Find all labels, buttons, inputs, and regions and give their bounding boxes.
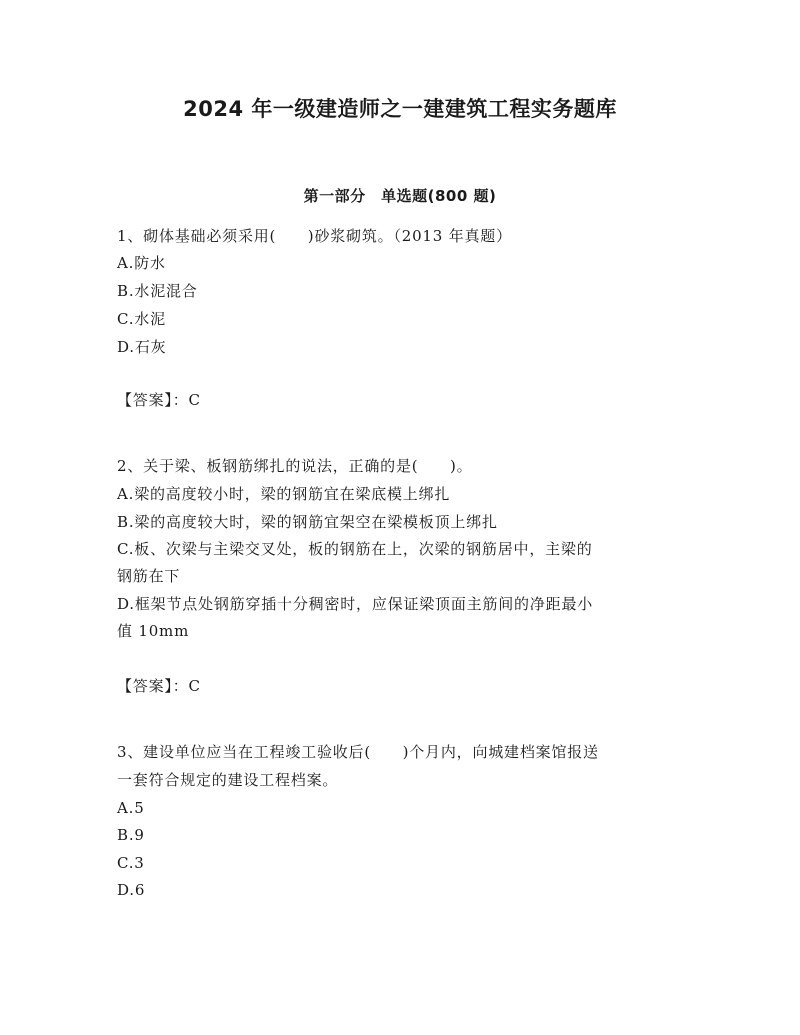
question-3-option-c: C.3 xyxy=(117,854,145,872)
question-3-stem-line-2: 一套符合规定的建设工程档案。 xyxy=(117,771,339,789)
question-2-answer: 【答案】：C xyxy=(117,677,201,695)
question-3-option-b: B.9 xyxy=(117,826,145,844)
question-2-option-b: B.梁的高度较大时，梁的钢筋宜架空在梁模板顶上绑扎 xyxy=(117,513,498,531)
section-title: 第一部分 单选题(800 题) xyxy=(303,187,497,205)
question-2-option-a: A.梁的高度较小时，梁的钢筋宜在梁底模上绑扎 xyxy=(117,485,451,503)
question-3-stem-line-1: 3、建设单位应当在工程竣工验收后( )个月内，向城建档案馆报送 xyxy=(117,743,599,761)
question-3-option-a: A.5 xyxy=(117,799,145,817)
question-1-option-a: A.防水 xyxy=(117,254,166,272)
question-2-stem: 2、关于梁、板钢筋绑扎的说法，正确的是( )。 xyxy=(117,457,473,475)
question-1-option-c: C.水泥 xyxy=(117,310,166,328)
question-3-option-d: D.6 xyxy=(117,881,146,899)
question-1-answer: 【答案】：C xyxy=(117,391,201,409)
question-2-option-d-line-1: D.框架节点处钢筋穿插十分稠密时，应保证梁顶面主筋间的净距最小 xyxy=(117,595,594,613)
question-1-option-b: B.水泥混合 xyxy=(117,282,198,300)
question-1-option-d: D.石灰 xyxy=(117,338,167,356)
question-2-option-c-line-1: C.板、次梁与主梁交叉处，板的钢筋在上，次梁的钢筋居中，主梁的 xyxy=(117,540,593,558)
question-1-stem: 1、砌体基础必须采用( )砂浆砌筑。（2013 年真题） xyxy=(117,227,512,245)
question-2-option-c-line-2: 钢筋在下 xyxy=(117,567,181,585)
document-title: 2024 年一级建造师之一建建筑工程实务题库 xyxy=(183,97,617,121)
question-2-option-d-line-2: 值 10mm xyxy=(117,622,190,640)
